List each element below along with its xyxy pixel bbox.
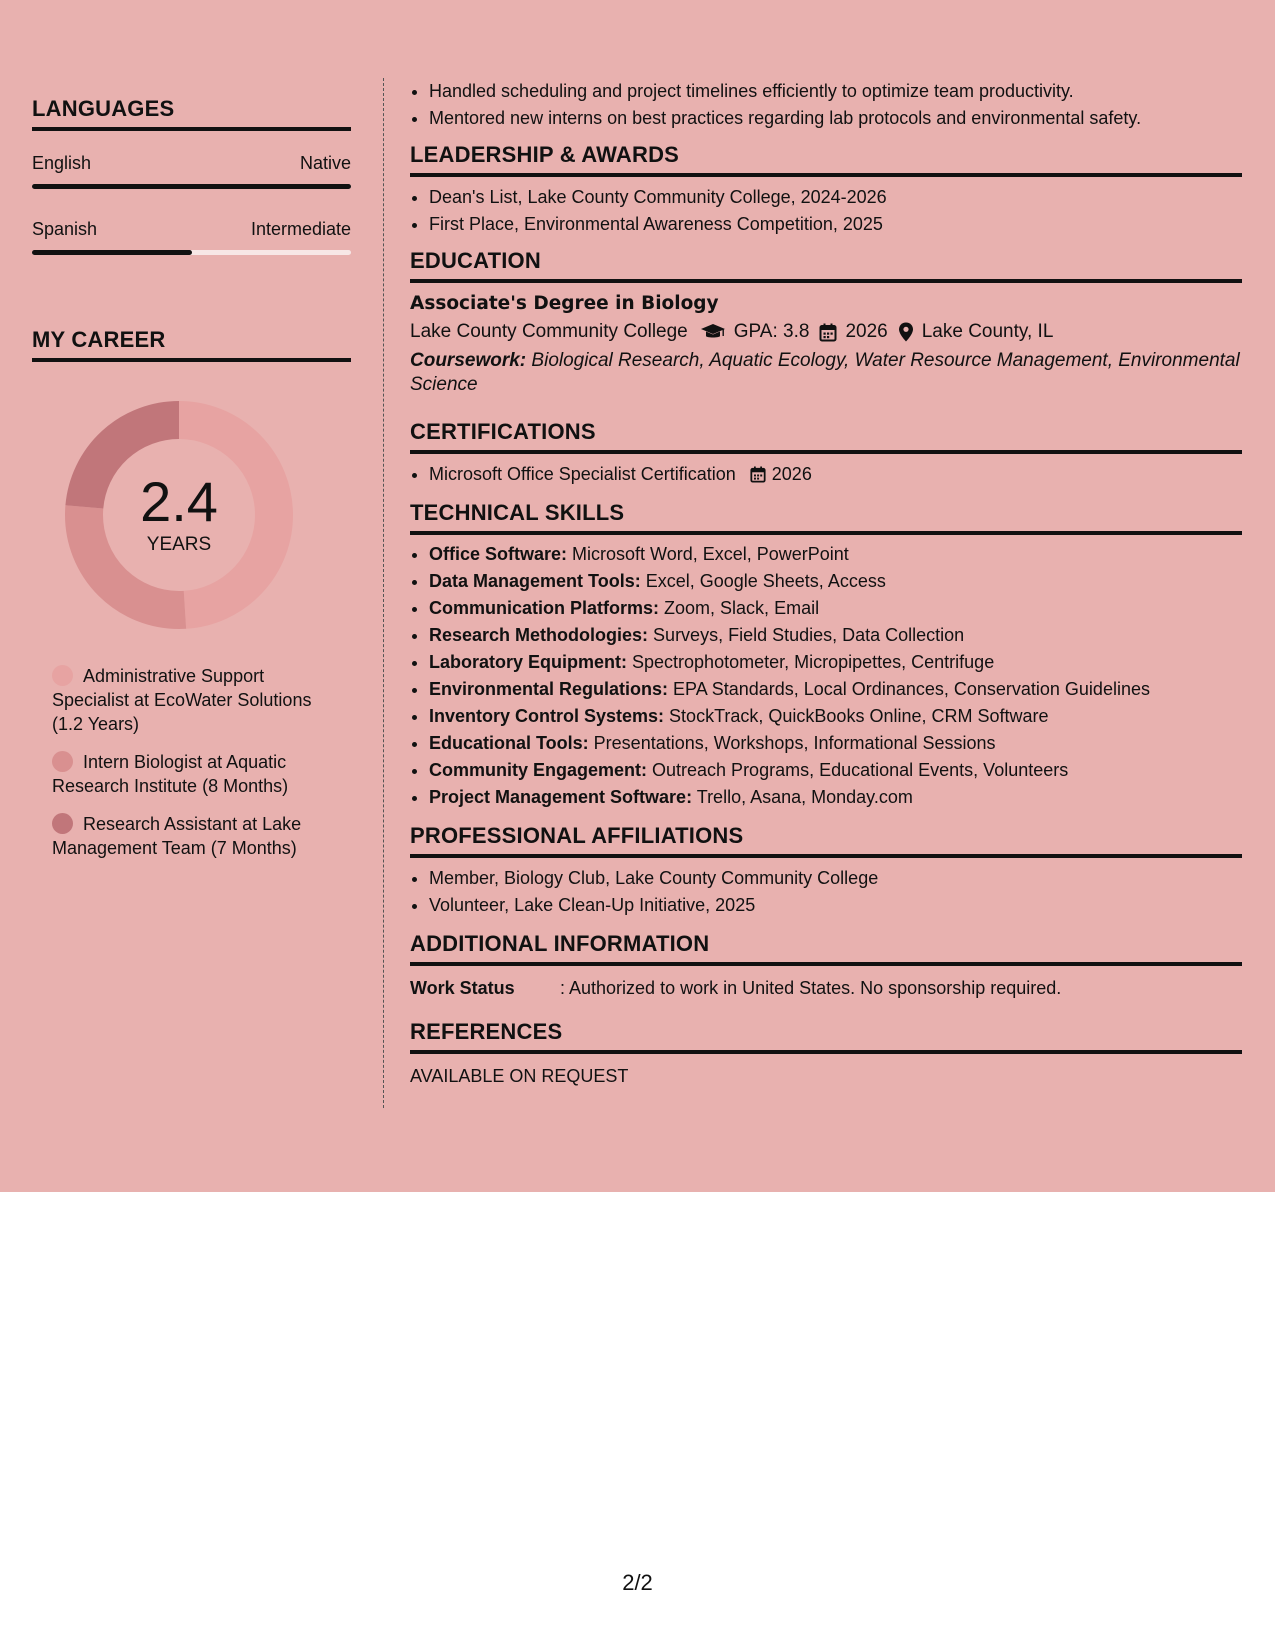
page-number: 2/2 [622,1570,653,1595]
skill-item [429,541,1242,568]
languages-heading: LANGUAGES [32,96,351,131]
skill-value: Spectrophotometer, Micropipettes, Centrifuge [627,652,995,672]
language-item [32,219,351,255]
skill-item [429,568,1242,595]
skill-label: Communication Platforms: [429,598,660,618]
skill-item [429,703,1242,730]
language-name: Spanish [32,219,98,239]
experience-bullets [410,78,1242,132]
calendar-icon [819,323,837,342]
language-proficiency-fill [32,184,351,189]
certifications-heading: CERTIFICATIONS [410,419,1242,454]
list-item: • Member, Biology Club, Lake County Community College [429,865,1242,892]
coursework-label: Coursework: [410,350,527,371]
skill-label: Environmental Regulations: [429,679,669,699]
list-item: • Mentored new interns on best practices regarding lab protocols and environmental safety. [429,105,1242,132]
list-item: • Dean's List, Lake County Community College, 2024-2026 [429,184,1242,211]
skill-item [429,595,1242,622]
affiliations-list [410,865,1242,919]
skill-label: Educational Tools: [429,733,589,753]
language-name: English [32,153,92,173]
career-legend-label: Administrative Support Specialist at EcoWater Solutions (1.2 Years) [52,666,312,734]
school-name: Lake County Community College [410,321,688,342]
skill-value: Excel, Google Sheets, Access [640,571,886,591]
references-heading: REFERENCES [410,1019,1242,1054]
skill-value: Outreach Programs, Educational Events, Volunteers [647,760,1069,780]
career-legend [52,664,337,860]
graduation-year: 2026 [845,321,888,342]
list-item [429,461,1242,488]
skill-item [429,757,1242,784]
coursework-list: Biological Research, Aquatic Ecology, Water Resource Management, Environmental Science [410,350,1240,395]
degree-title: Associate's Degree in Biology [410,293,719,314]
calendar-icon [750,466,766,483]
career-donut-chart [64,400,294,630]
skill-label: Inventory Control Systems: [429,706,665,726]
education-details [410,321,1242,343]
coursework [410,349,1242,397]
list-item: • First Place, Environmental Awareness Competition, 2025 [429,211,1242,238]
skill-label: Community Engagement: [429,760,648,780]
skill-item [429,622,1242,649]
language-level: Native [299,153,351,173]
language-proficiency-fill [32,250,192,255]
skill-value: Zoom, Slack, Email [659,598,820,618]
work-status-label: Work Status [410,978,515,998]
work-status-value: : Authorized to work in United States. No sponsorship required. [560,978,1062,998]
affiliations-heading: PROFESSIONAL AFFILIATIONS [410,823,1242,858]
language-level: Intermediate [250,219,351,239]
career-total-years: 2.4 [140,470,218,533]
skill-label: Laboratory Equipment: [429,652,628,672]
skill-value: Surveys, Field Studies, Data Collection [648,625,965,645]
leadership-heading: LEADERSHIP & AWARDS [410,142,1242,177]
career-legend-label: Research Assistant at Lake Management Team (7 Months) [52,814,302,858]
skill-label: Project Management Software: [429,787,693,807]
skill-label: Data Management Tools: [429,571,641,591]
location-pin-icon [898,322,914,342]
skill-label: Office Software: [429,544,568,564]
legend-dot-icon [52,665,73,686]
career-legend-item [52,664,337,736]
career-total-unit: YEARS [146,534,212,555]
certification-name: • Microsoft Office Specialist Certification [429,464,736,484]
education-location: Lake County, IL [921,321,1054,342]
skill-item [429,676,1242,703]
skill-item [429,784,1242,811]
career-heading: MY CAREER [32,327,351,362]
certifications-list [410,461,1242,488]
skills-heading: TECHNICAL SKILLS [410,500,1242,535]
legend-dot-icon [52,751,73,772]
education-heading: EDUCATION [410,248,1242,283]
skill-item [429,730,1242,757]
skill-value: Trello, Asana, Monday.com [692,787,913,807]
gpa: GPA: 3.8 [733,321,810,342]
left-column [32,78,351,874]
career-legend-label: Intern Biologist at Aquatic Research Institute (8 Months) [52,752,289,796]
skills-list [410,541,1242,811]
skill-value: EPA Standards, Local Ordinances, Conservation Guidelines [668,679,1150,699]
work-status-row [410,978,1242,999]
graduation-cap-icon [700,323,726,341]
list-item: • Handled scheduling and project timelines efficiently to optimize team productivity. [429,78,1242,105]
column-divider [383,78,384,1108]
right-column [410,78,1242,1087]
skill-value: Microsoft Word, Excel, PowerPoint [567,544,849,564]
skill-value: Presentations, Workshops, Informational Sessions [588,733,996,753]
language-item [32,153,351,189]
additional-info-heading: ADDITIONAL INFORMATION [410,931,1242,966]
list-item: • Volunteer, Lake Clean-Up Initiative, 2025 [429,892,1242,919]
skill-value: StockTrack, QuickBooks Online, CRM Software [664,706,1049,726]
certification-year: 2026 [771,464,812,484]
legend-dot-icon [52,813,73,834]
skill-item [429,649,1242,676]
references-text: AVAILABLE ON REQUEST [410,1066,629,1086]
language-proficiency-bar [32,250,351,255]
skill-label: Research Methodologies: [429,625,649,645]
leadership-list [410,184,1242,238]
language-proficiency-bar [32,184,351,189]
career-legend-item [52,750,337,798]
career-legend-item [52,812,337,860]
